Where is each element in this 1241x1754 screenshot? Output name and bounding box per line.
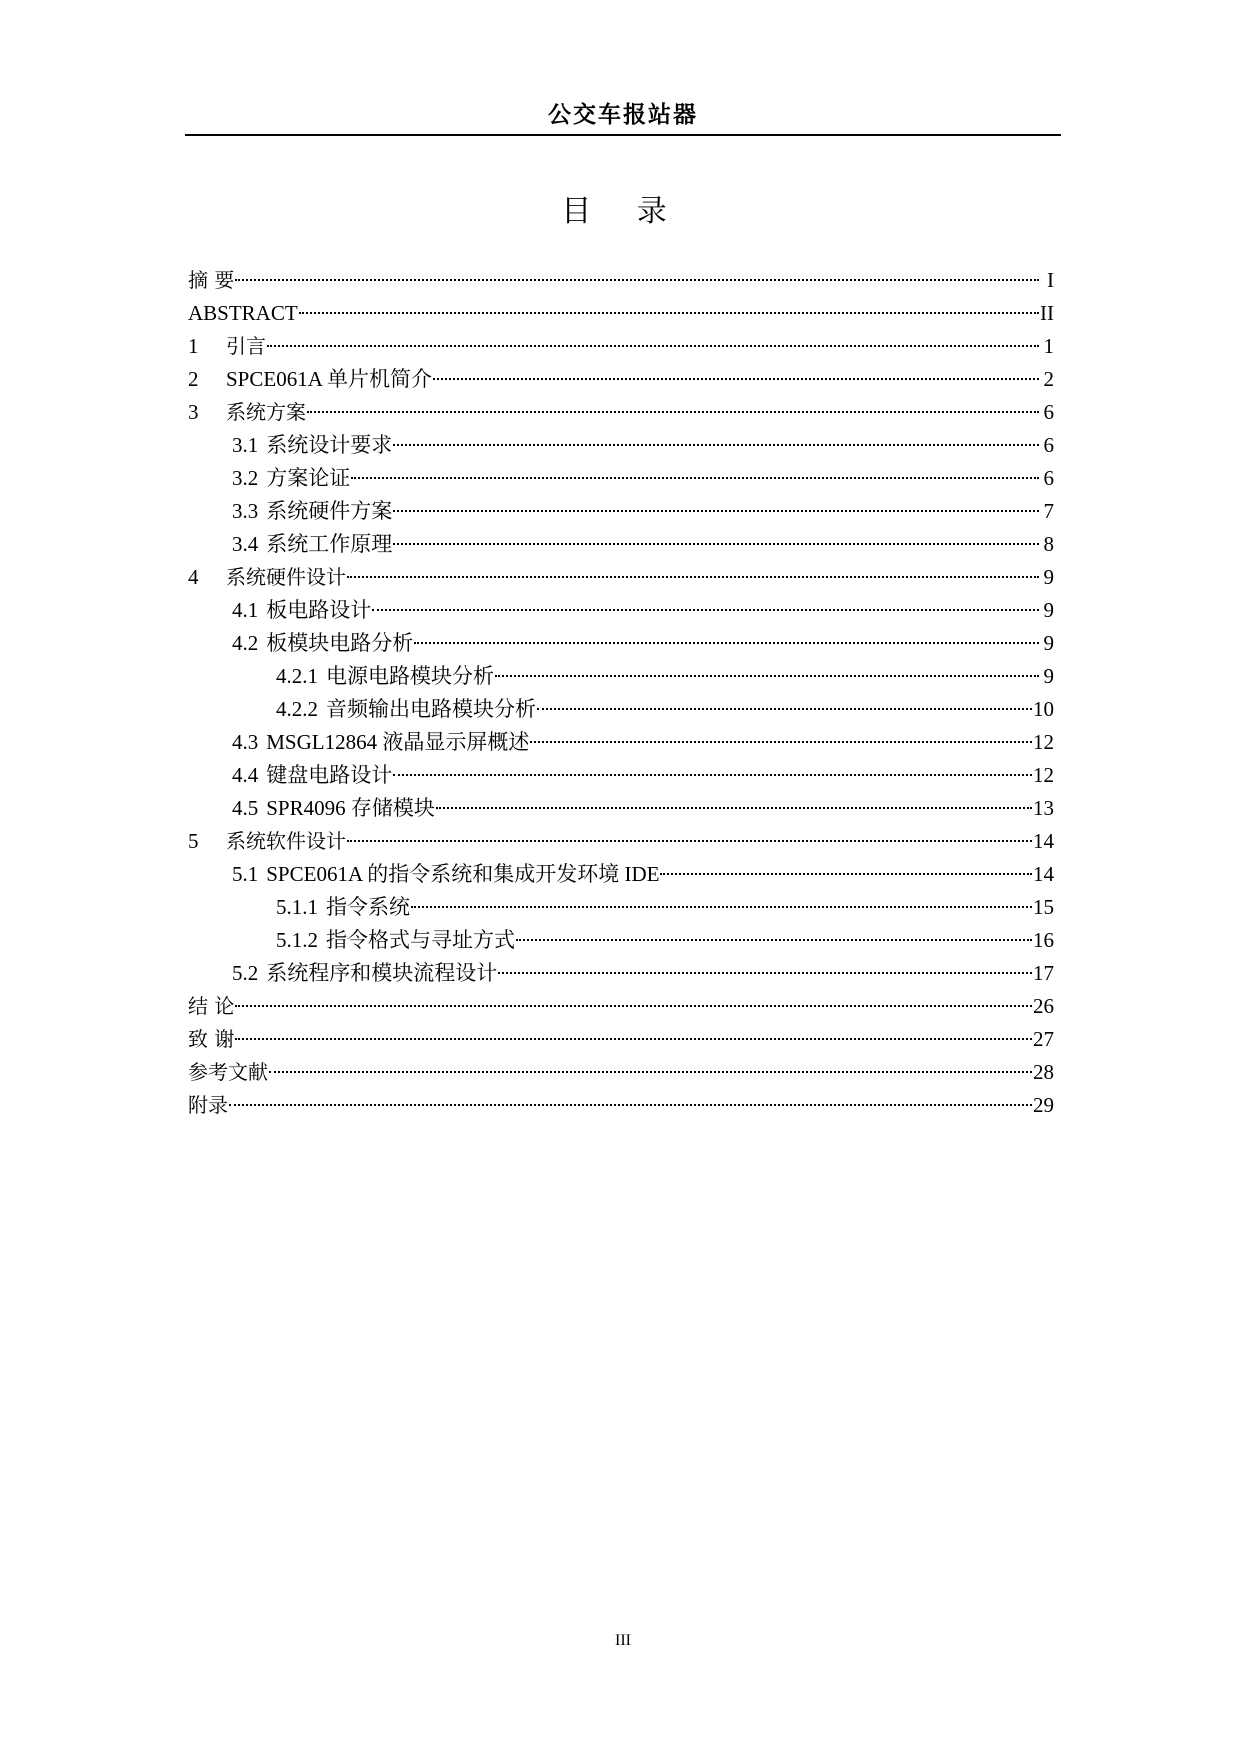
toc-entry-page: 12 (1033, 763, 1054, 787)
running-header: 公交车报站器 (548, 102, 698, 128)
toc-entry-label: ABSTRACT (188, 301, 298, 325)
toc-entry-label: 系统设计要求 (266, 433, 393, 457)
toc-entry[interactable] (188, 363, 1054, 396)
toc-entry-page: 14 (1033, 862, 1054, 886)
toc-entry[interactable] (188, 396, 1054, 429)
toc-entry-number: 5.2 (232, 961, 259, 985)
toc-entry[interactable] (188, 528, 1054, 561)
toc-entry-page: 15 (1033, 895, 1054, 919)
toc-entry-number: 4.2.2 (276, 697, 318, 721)
toc-dot-leader (393, 773, 1032, 776)
toc-entry-number: 4.2 (232, 631, 259, 655)
toc-dot-leader (267, 344, 1039, 347)
toc-title: 目 录 (561, 194, 685, 229)
toc-entry-number: 5.1.2 (276, 928, 318, 952)
toc-entry-page: 6 (1043, 433, 1054, 457)
toc-entry-page: 9 (1043, 664, 1054, 688)
toc-entry-page: 12 (1033, 730, 1054, 754)
toc-dot-leader (393, 509, 1039, 512)
toc-dot-leader (299, 311, 1039, 314)
toc-entry[interactable] (188, 693, 1054, 726)
toc-entry-label: SPCE061A 的指令系统和集成开发环境 IDE (266, 862, 660, 886)
toc-dot-leader (414, 641, 1039, 644)
toc-entry-label: 音频输出电路模块分析 (326, 697, 536, 721)
toc-entry-label: 系统软件设计 (226, 829, 346, 853)
toc-entry-page: 6 (1043, 400, 1054, 424)
toc-entry-page: 9 (1043, 565, 1054, 589)
toc-dot-leader (537, 707, 1032, 710)
toc-entry-page: 6 (1043, 466, 1054, 490)
toc-entry-page: 14 (1033, 829, 1054, 853)
toc-entry-label: 致 谢 (188, 1027, 235, 1051)
toc-entry[interactable] (188, 594, 1054, 627)
toc-entry-label: 附录 (188, 1093, 228, 1117)
toc-entry[interactable] (188, 924, 1054, 957)
toc-entry-page: 2 (1043, 367, 1054, 391)
toc-entry-number: 4.3 (232, 730, 259, 754)
header-rule (185, 134, 1061, 136)
toc-entry[interactable] (188, 462, 1054, 495)
toc-entry-label: 系统工作原理 (266, 532, 393, 556)
toc-dot-leader (433, 377, 1039, 380)
toc-entry[interactable] (188, 330, 1054, 363)
toc-entry-label: 板模块电路分析 (266, 631, 414, 655)
toc-entry-label: 摘 要 (188, 268, 235, 292)
toc-entry[interactable] (188, 297, 1054, 330)
toc-dot-leader (393, 443, 1039, 446)
toc-entry[interactable] (188, 429, 1054, 462)
toc-entry[interactable] (188, 495, 1054, 528)
toc-entry-label: 键盘电路设计 (266, 763, 393, 787)
toc-dot-leader (347, 575, 1039, 578)
toc-entry[interactable] (188, 264, 1054, 297)
toc-entry-page: 1 (1043, 334, 1054, 358)
toc-entry-label: 电源电路模块分析 (326, 664, 494, 688)
toc-entry-page: 13 (1033, 796, 1054, 820)
toc-entry-page: 26 (1033, 994, 1054, 1018)
toc-entry-number: 1 (188, 334, 199, 358)
toc-entry-label: 参考文献 (188, 1060, 268, 1084)
toc-entry-page: 9 (1043, 598, 1054, 622)
toc-entry-number: 3.3 (232, 499, 259, 523)
toc-entry-page: I (1047, 268, 1054, 292)
toc-entry-number: 4 (188, 565, 199, 589)
toc-entry[interactable] (188, 726, 1054, 759)
toc-entry-page: 27 (1033, 1027, 1054, 1051)
toc-entry[interactable] (188, 1056, 1054, 1089)
toc-dot-leader (269, 1070, 1032, 1073)
toc-entry-page: 16 (1033, 928, 1054, 952)
toc-dot-leader (436, 806, 1032, 809)
toc-entry-page: 10 (1033, 697, 1054, 721)
toc-dot-leader (516, 938, 1032, 941)
toc-entry-number: 3.1 (232, 433, 259, 457)
toc-entry[interactable] (188, 759, 1054, 792)
toc-dot-leader (235, 1037, 1032, 1040)
toc-entry-label: 结 论 (188, 994, 235, 1018)
toc-entry-label: 系统方案 (226, 400, 306, 424)
toc-dot-leader (393, 542, 1039, 545)
toc-dot-leader (530, 740, 1032, 743)
toc-entry[interactable] (188, 792, 1054, 825)
toc-entry-number: 3.2 (232, 466, 259, 490)
toc-dot-leader (372, 608, 1039, 611)
toc-entry[interactable] (188, 825, 1054, 858)
toc-dot-leader (347, 839, 1032, 842)
toc-entry-number: 5.1.1 (276, 895, 318, 919)
toc-entry-label: MSGL12864 液晶显示屏概述 (266, 730, 530, 754)
toc-dot-leader (307, 410, 1039, 413)
toc-entry-number: 3.4 (232, 532, 259, 556)
toc-entry-page: 9 (1043, 631, 1054, 655)
toc-entry-page: 28 (1033, 1060, 1054, 1084)
toc-dot-leader (235, 1004, 1032, 1007)
toc-dot-leader (411, 905, 1032, 908)
toc-entry-label: 板电路设计 (266, 598, 372, 622)
toc-entry-label: SPCE061A 单片机简介 (226, 367, 432, 391)
toc-entry-number: 2 (188, 367, 199, 391)
toc-entry-page: 8 (1043, 532, 1054, 556)
toc-entry[interactable] (188, 660, 1054, 693)
toc-entry[interactable] (188, 891, 1054, 924)
toc-entry[interactable] (188, 1023, 1054, 1056)
toc-entry-number: 5 (188, 829, 199, 853)
toc-dot-leader (235, 278, 1039, 281)
toc-dot-leader (498, 971, 1032, 974)
toc-entry-label: 指令系统 (326, 895, 410, 919)
toc-entry-label: 指令格式与寻址方式 (326, 928, 515, 952)
toc-dot-leader (495, 674, 1039, 677)
toc-dot-leader (351, 476, 1039, 479)
toc-entry-label: 引言 (226, 334, 266, 358)
toc-entry[interactable] (188, 561, 1054, 594)
page-number: III (615, 1632, 631, 1649)
toc-entry-label: 系统硬件方案 (266, 499, 393, 523)
toc-entry-label: 方案论证 (266, 466, 351, 490)
toc-entry[interactable] (188, 957, 1054, 990)
table-of-contents (188, 264, 1054, 1122)
toc-dot-leader (229, 1103, 1032, 1106)
toc-entry-label: SPR4096 存储模块 (266, 796, 435, 820)
toc-entry-page: 17 (1033, 961, 1054, 985)
toc-entry[interactable] (188, 627, 1054, 660)
toc-entry-number: 5.1 (232, 862, 259, 886)
toc-entry-label: 系统程序和模块流程设计 (266, 961, 498, 985)
toc-entry[interactable] (188, 858, 1054, 891)
toc-entry-page: 7 (1043, 499, 1054, 523)
toc-entry-label: 系统硬件设计 (226, 565, 346, 589)
toc-entry-number: 3 (188, 400, 199, 424)
toc-entry[interactable] (188, 990, 1054, 1023)
toc-entry-page: 29 (1033, 1093, 1054, 1117)
toc-entry-number: 4.5 (232, 796, 259, 820)
toc-entry-page: II (1040, 301, 1054, 325)
toc-dot-leader (660, 872, 1032, 875)
toc-entry-number: 4.1 (232, 598, 259, 622)
toc-entry[interactable] (188, 1089, 1054, 1122)
toc-entry-number: 4.4 (232, 763, 259, 787)
toc-entry-number: 4.2.1 (276, 664, 318, 688)
